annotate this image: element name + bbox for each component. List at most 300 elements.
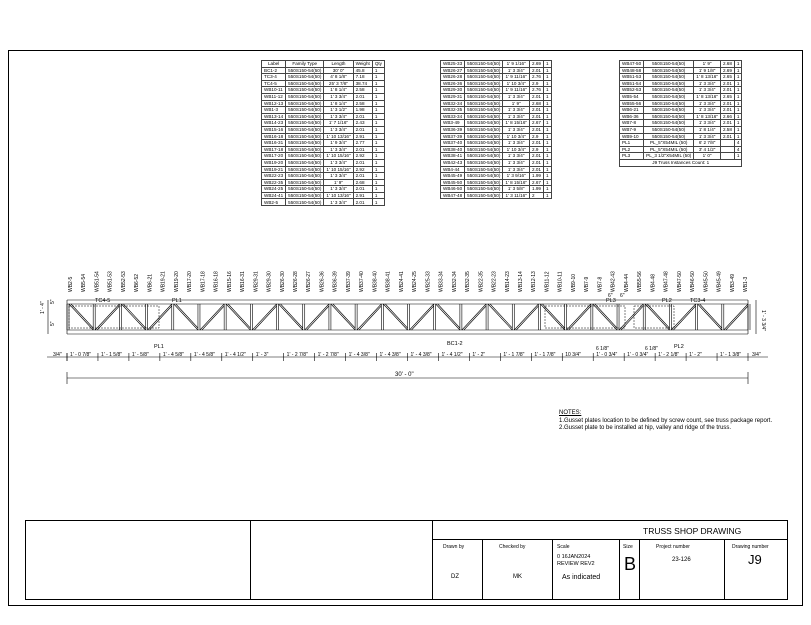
bom-cell: 1 xyxy=(543,173,551,180)
web-label: WB26-30 xyxy=(279,271,286,292)
title-block xyxy=(25,520,788,600)
bom-cell: WB14-23 xyxy=(262,120,286,127)
bom-cell: 550S150-54(50) xyxy=(286,159,324,166)
web-diagonal-edge xyxy=(71,304,93,328)
bom-cell: 550S150-54(50) xyxy=(286,107,324,114)
dimension-segment: 10 3/4" xyxy=(565,352,581,358)
bom-cell: 550S150-54(50) xyxy=(286,74,324,81)
bom-cell: 1 xyxy=(372,186,384,193)
bom-cell: WB42-43 xyxy=(441,159,465,166)
bom-cell: 550S150-54(50) xyxy=(465,140,503,147)
bom-cell: 1 xyxy=(372,140,384,147)
bom-cell: WB22-35 xyxy=(262,179,286,186)
bom-cell: 1' 9 11/16" xyxy=(503,87,530,94)
bom-header-cell: Family Type xyxy=(286,61,324,68)
bom-cell: 550S150-54(50) xyxy=(286,67,324,74)
web-diagonal-edge xyxy=(97,306,119,330)
bom-cell: WB32-35 xyxy=(441,107,465,114)
bom-cell: 1 xyxy=(372,159,384,166)
label-pl3: PL3 xyxy=(606,298,616,304)
bom-cell: 1 xyxy=(734,120,742,127)
bom-cell: WB6-21 xyxy=(620,107,644,114)
bom-cell: 30' 0" xyxy=(324,67,353,74)
drawn-by-cell xyxy=(433,540,483,600)
checked-by-label: Checked by xyxy=(499,544,526,550)
bom-cell: 1 xyxy=(734,113,742,120)
bom-cell: 2.01 xyxy=(720,100,734,107)
web-diagonal xyxy=(488,304,512,330)
bom-cell: 1' 10 13/16" xyxy=(324,192,353,199)
web-label: WB14-23 xyxy=(504,271,511,292)
dimension-segment: 1' - 0 3/4" xyxy=(627,352,649,358)
web-label: WB11-12 xyxy=(544,271,551,292)
web-diagonal xyxy=(200,304,224,330)
web-label: WB17-18 xyxy=(200,271,207,292)
bom-cell: 1 xyxy=(543,126,551,133)
web-diagonal-edge xyxy=(673,306,695,330)
bom-cell: 2.01 xyxy=(530,166,544,173)
bom-cell: 1' 3 3/4" xyxy=(324,199,353,206)
bom-cell: 550S150-54(50) xyxy=(465,133,503,140)
bom-cell: 2.9 xyxy=(530,146,544,153)
note-2: 2.Gusset plate to be installed at hip, valley and ridge of the truss. xyxy=(559,425,732,431)
bom-cell: 1 xyxy=(372,153,384,160)
web-label: WB5-54 xyxy=(81,273,88,292)
bom-cell: 2.68 xyxy=(530,100,544,107)
bom-cell: 1' 10 3/4" xyxy=(503,80,530,87)
web-label: WB32-35 xyxy=(465,271,472,292)
plate-middle xyxy=(545,306,625,328)
bom-cell: 1' 3 3/4" xyxy=(503,140,530,147)
bom-cell: 1' 3 3/4" xyxy=(324,146,353,153)
bom-cell: WB16-31 xyxy=(262,140,286,147)
bom-cell: 550S150-54(50) xyxy=(644,100,694,107)
bom-cell: 550S150-54(50) xyxy=(644,93,694,100)
bom-cell: 2.01 xyxy=(530,126,544,133)
label-pl2-bottom: PL2 xyxy=(674,344,684,350)
web-label: WB38-40 xyxy=(372,271,379,292)
web-label: WB22-35 xyxy=(478,271,485,292)
web-label: WB51-54 xyxy=(94,271,101,292)
bom-cell: 1' 3 3/4" xyxy=(503,93,530,100)
bom-cell: 2.01 xyxy=(353,126,372,133)
bom-cell: 550S150-54(50) xyxy=(644,61,694,68)
size-cell xyxy=(620,540,640,600)
web-diagonal xyxy=(645,304,669,330)
bom-cell: 2.68 xyxy=(353,179,372,186)
bom-cell: 2.01 xyxy=(353,113,372,120)
bom-cell: 2.01 xyxy=(353,146,372,153)
bom-cell: 1' 8 15/16" xyxy=(503,179,530,186)
web-diagonal xyxy=(174,304,198,330)
label-tc3-4: TC3-4 xyxy=(690,298,706,304)
blank-area xyxy=(25,520,433,600)
bom-cell: 1' 3 3/4" xyxy=(324,186,353,193)
web-label: WB24-25 xyxy=(412,271,419,292)
bom-cell: 550S150-54(50) xyxy=(286,133,324,140)
bom-cell: 550S150-54(50) xyxy=(286,120,324,127)
bom-cell: 550S150-54(50) xyxy=(286,113,324,120)
bom-cell: 550S150-54(50) xyxy=(286,173,324,180)
web-label: WB32-34 xyxy=(451,271,458,292)
web-label: WB9-10 xyxy=(570,273,577,292)
web-label: WB36-39 xyxy=(332,271,339,292)
bom-cell: 1' 9" xyxy=(324,179,353,186)
drawing-title: TRUSS SHOP DRAWING xyxy=(643,526,742,536)
bom-cell: 1 xyxy=(372,80,384,87)
bom-cell: 1' 8 15/16" xyxy=(503,120,530,127)
bom-cell: 1' 10 15/16" xyxy=(324,153,353,160)
bom-cell: 1' 8 13/16" xyxy=(694,93,721,100)
bom-cell: WB1-3 xyxy=(262,107,286,114)
bom-cell: 550S150-54(50) xyxy=(286,87,324,94)
web-label: WB47-48 xyxy=(663,271,670,292)
web-label: WB37-39 xyxy=(345,271,352,292)
bom-cell: 3' 4 1/2" xyxy=(694,146,721,153)
web-label: WB16-31 xyxy=(240,271,247,292)
bom-cell: 1 xyxy=(372,93,384,100)
bom-cell: 4 xyxy=(734,140,742,147)
bom-cell: 1 xyxy=(372,126,384,133)
bom-cell: 550S150-54(50) xyxy=(465,153,503,160)
notes-block xyxy=(559,410,772,433)
dimension-segment: 3/4" xyxy=(752,352,761,358)
web-label: WB24-41 xyxy=(398,271,405,292)
bom-cell: 1 xyxy=(734,61,742,68)
bom-cell: PL_5"X54MIL (50) xyxy=(644,140,694,147)
web-label: WB55-56 xyxy=(637,271,644,292)
bom-cell: 2.92 xyxy=(353,153,372,160)
bom-cell: 2.67 xyxy=(530,120,544,127)
bom-cell: 1' 3 3/4" xyxy=(324,173,353,180)
bom-cell: 1 xyxy=(543,179,551,186)
bom-cell: 2.01 xyxy=(530,107,544,114)
bom-cell: 1 xyxy=(372,74,384,81)
bom-cell: 1' 3 3/4" xyxy=(324,126,353,133)
bom-cell: 2.01 xyxy=(530,93,544,100)
bom-cell: 550S150-54(50) xyxy=(644,113,694,120)
dimension-segment: 1' - 4 3/8" xyxy=(348,352,370,358)
bom-cell: WB22-23 xyxy=(262,173,286,180)
bom-cell: WB26-36 xyxy=(441,80,465,87)
web-label: WB4-44 xyxy=(623,273,630,292)
bom-cell: 2.01 xyxy=(353,159,372,166)
bom-cell: WB33-34 xyxy=(441,113,465,120)
bom-cell: 1' 3 3/4" xyxy=(694,120,721,127)
web-diagonal-edge xyxy=(595,304,617,328)
bom-cell: WB48-58 xyxy=(620,67,644,74)
drawing-number-label: Drawing number xyxy=(732,544,769,550)
dimension-segment: 1' - 3" xyxy=(255,352,269,358)
dimension-segment: 1' - 2" xyxy=(689,352,702,358)
bom-cell: WB15-16 xyxy=(262,126,286,133)
web-diagonal-edge xyxy=(333,304,355,328)
bom-cell: 550S150-54(50) xyxy=(465,120,503,127)
drawn-by-value: DZ xyxy=(451,574,459,580)
web-label: WB16-18 xyxy=(213,271,220,292)
dimension-segment: 1' - 4 3/8" xyxy=(410,352,432,358)
scale-value: As indicated xyxy=(562,574,601,581)
bom-cell: WB24-41 xyxy=(262,192,286,199)
bom-cell: 2.01 xyxy=(720,120,734,127)
bom-cell: 1' 3 3/4" xyxy=(503,159,530,166)
bom-cell: 2.68 xyxy=(720,61,734,68)
web-diagonal xyxy=(279,304,303,330)
web-diagonal-edge xyxy=(726,306,748,330)
bom-cell: 550S150-54(50) xyxy=(286,166,324,173)
bom-cell: 1' 3 3/4" xyxy=(503,67,530,74)
bom-cell: 550S150-54(50) xyxy=(465,126,503,133)
bom-cell: 550S150-54(50) xyxy=(644,67,694,74)
bom-cell: 550S150-54(50) xyxy=(286,199,324,206)
bom-cell: 2.92 xyxy=(353,166,372,173)
bom-cell: 1 xyxy=(543,120,551,127)
bom-cell: 1 xyxy=(734,133,742,140)
bom-cell: 1.98 xyxy=(353,107,372,114)
bom-cell: 550S150-54(50) xyxy=(465,173,503,180)
web-diagonal-edge xyxy=(385,304,407,328)
bom-cell: 1 xyxy=(734,80,742,87)
bom-cell: 2.43 xyxy=(353,120,372,127)
bom-cell: 1' 9 3/4" xyxy=(324,140,353,147)
dimension-segment: 1' - 4 5/8" xyxy=(193,352,215,358)
bom-cell: 1 xyxy=(543,192,551,199)
web-diagonal-edge xyxy=(176,304,198,328)
dimension-segment: 1' - 4 1/2" xyxy=(224,352,246,358)
bom-cell: 1' 9 1/8" xyxy=(694,67,721,74)
bom-cell: 550S150-54(50) xyxy=(465,67,503,74)
drawing-number-cell xyxy=(725,540,788,600)
bom-cell: 1' 8 1/4" xyxy=(324,100,353,107)
bom-cell: 1' 9" xyxy=(694,61,721,68)
web-label: WB10-11 xyxy=(557,271,564,292)
bom-cell: 1' 3 3/4" xyxy=(694,107,721,114)
bom-cell: 550S150-54(50) xyxy=(286,146,324,153)
bom-cell: 1 xyxy=(372,107,384,114)
bom-cell: 1' 3 3/4" xyxy=(503,107,530,114)
bom-cell: PL2 xyxy=(620,146,644,153)
bom-cell: 1 xyxy=(543,186,551,193)
web-diagonal xyxy=(383,304,407,330)
bom-cell: 1 xyxy=(543,146,551,153)
bom-cell: 1' 3 3/4" xyxy=(503,166,530,173)
web-label: WB15-16 xyxy=(226,271,233,292)
bom-cell: 1' 8 13/16" xyxy=(694,113,721,120)
web-label: WB7-9 xyxy=(584,276,591,292)
bom-cell: 550S150-54(50) xyxy=(465,100,503,107)
project-number-value: 23-126 xyxy=(672,557,691,563)
bom-cell: 550S150-54(50) xyxy=(465,146,503,153)
bom-cell: WB46-50 xyxy=(441,186,465,193)
web-diagonal xyxy=(410,304,434,330)
bom-cell: 4 xyxy=(734,146,742,153)
bom-cell: WB17-20 xyxy=(262,153,286,160)
size-value: B xyxy=(624,554,637,574)
bom-cell: 2.77 xyxy=(353,140,372,147)
bom-cell: 2.01 xyxy=(353,186,372,193)
bom-cell: 1' 3 5/8" xyxy=(503,186,530,193)
bom-cell: 1 xyxy=(543,133,551,140)
checked-by-cell xyxy=(483,540,553,600)
bom-cell: 2.01 xyxy=(720,133,734,140)
bom-cell: 1 xyxy=(543,100,551,107)
web-diagonal-edge xyxy=(490,304,512,328)
label-pl2-top: PL2 xyxy=(662,298,672,304)
bom-cell: 2.01 xyxy=(530,67,544,74)
bom-cell: 550S150-54(50) xyxy=(286,186,324,193)
bom-cell: 1' 9 11/16" xyxy=(503,74,530,81)
project-number-cell xyxy=(640,540,725,600)
title-cell xyxy=(433,520,788,540)
bom-cell: 1' 3 3/4" xyxy=(694,100,721,107)
bom-cell: WB38-41 xyxy=(441,153,465,160)
bom-cell: 1 xyxy=(372,199,384,206)
size-label: Size xyxy=(623,544,633,550)
bom-cell: 2.91 xyxy=(353,192,372,199)
bom-cell: 550S150-54(50) xyxy=(465,93,503,100)
bom-cell: 2.66 xyxy=(720,113,734,120)
instance-count: J9 Truss Instances Count: 1 xyxy=(620,159,742,166)
bom-cell: 2.9 xyxy=(530,80,544,87)
web-label: WB19-21 xyxy=(160,271,167,292)
bom-cell: PL3 xyxy=(620,153,644,160)
web-diagonal xyxy=(593,304,617,330)
bom-cell: 1' 9" xyxy=(503,100,530,107)
bom-cell: 1 xyxy=(543,67,551,74)
bom-cell: 1' 3 3/4" xyxy=(503,126,530,133)
bom-cell: 1 xyxy=(543,74,551,81)
web-label: WB45-50 xyxy=(703,271,710,292)
bom-cell: 2.01 xyxy=(353,199,372,206)
dimension-segment: 1' - 4 1/2" xyxy=(441,352,463,358)
label-tc4-5: TC4-5 xyxy=(95,298,111,304)
web-label: WB26-36 xyxy=(319,271,326,292)
bom-cell: 6' 2 7/8" xyxy=(694,140,721,147)
bom-cell: 1 xyxy=(372,133,384,140)
bom-cell: 1' 10 15/16" xyxy=(324,166,353,173)
bom-cell: 550S150-54(50) xyxy=(465,80,503,87)
bom-cell: 7.18 xyxy=(353,74,372,81)
web-label: WB19-20 xyxy=(173,271,180,292)
web-label: WB26-27 xyxy=(306,271,313,292)
bom-cell: 1 xyxy=(543,87,551,94)
plate-dim-right: 6 1/8" xyxy=(645,346,658,352)
web-diagonal-edge xyxy=(150,306,172,330)
bom-cell: WB38-40 xyxy=(441,146,465,153)
web-diagonal xyxy=(95,304,119,330)
web-diagonal xyxy=(357,304,381,330)
bom-cell: 1' 9 1/16" xyxy=(503,61,530,68)
overall-dimension: 30' - 0" xyxy=(395,372,414,378)
bom-cell: 1' 3 3/4" xyxy=(694,87,721,94)
web-label: WB6-21 xyxy=(147,273,154,292)
bom-cell: WB26-28 xyxy=(441,74,465,81)
bom-cell: WB17-18 xyxy=(262,146,286,153)
web-label: WB12-13 xyxy=(531,271,538,292)
bom-cell: 1 xyxy=(372,113,384,120)
bom-cell: 2.9 xyxy=(530,133,544,140)
note-1: 1.Gusset plates location to be defined by screw count, see truss package report. xyxy=(559,417,773,424)
bom-cell: 2.69 xyxy=(720,67,734,74)
web-diagonal-edge xyxy=(647,304,669,328)
bom-cell: PL_5"X54MIL (50) xyxy=(644,146,694,153)
bom-cell: 1' 3 3/4" xyxy=(324,113,353,120)
bom-cell: WB12-13 xyxy=(262,100,286,107)
bom-cell: 550S150-54(50) xyxy=(465,192,503,199)
bom-cell: 1' 3 11/16" xyxy=(503,192,530,199)
small-dim-2: 6" xyxy=(620,293,625,299)
bom-cell: PL_3 1/2"X54MIL (50) xyxy=(644,153,694,160)
web-label: WB45-49 xyxy=(716,271,723,292)
bom-cell: 1' 10 3/4" xyxy=(503,146,530,153)
left-height-main: 1' - 4" xyxy=(40,301,46,314)
bom-cell: 1 xyxy=(372,120,384,127)
bom-cell: 1' 10 13/16" xyxy=(324,133,353,140)
bom-cell: WB51-54 xyxy=(620,80,644,87)
bom-cell: 1 xyxy=(543,93,551,100)
bom-cell: 2.01 xyxy=(530,159,544,166)
bom-cell: 550S150-54(50) xyxy=(465,186,503,193)
bom-cell: WB7-9 xyxy=(620,126,644,133)
bom-cell: 1.99 xyxy=(530,173,544,180)
web-diagonal xyxy=(331,304,355,330)
web-diagonal xyxy=(252,304,276,330)
web-label: WB47-50 xyxy=(676,271,683,292)
web-label: WB29-31 xyxy=(253,271,260,292)
bom-cell: 2.01 xyxy=(530,113,544,120)
web-label: WB46-50 xyxy=(690,271,697,292)
web-label: WB22-23 xyxy=(491,271,498,292)
bom-cell: 1 xyxy=(372,192,384,199)
bom-cell: WB10-11 xyxy=(262,87,286,94)
bom-cell: 550S150-54(50) xyxy=(286,140,324,147)
web-label: WB37-40 xyxy=(359,271,366,292)
small-dim-1: 6" xyxy=(608,293,613,299)
bom-cell: 1' 8 13/16" xyxy=(694,74,721,81)
web-diagonal xyxy=(148,304,172,330)
plate-dim-left: 6 1/8" xyxy=(596,346,609,352)
bom-cell: 2.01 xyxy=(353,93,372,100)
bom-cell: 25' 3 7/8" xyxy=(324,80,353,87)
bom-cell: 550S150-54(50) xyxy=(286,100,324,107)
web-label: WB1-3 xyxy=(743,276,749,292)
bom-cell: WB5-54 xyxy=(620,93,644,100)
web-diagonal-edge xyxy=(202,306,224,330)
bom-cell: 550S150-54(50) xyxy=(644,87,694,94)
dimension-segment: 1' - 0 3/4" xyxy=(596,352,618,358)
bom-cell: 2.58 xyxy=(353,100,372,107)
bom-cell: 550S150-54(50) xyxy=(465,113,503,120)
left-height-bottom: 5" xyxy=(50,321,56,326)
bom-cell: 1' 3 3/4" xyxy=(324,93,353,100)
bom-cell: 1 xyxy=(734,153,742,160)
bom-cell: WB24-25 xyxy=(262,186,286,193)
label-pl1-top: PL1 xyxy=(172,298,182,304)
bom-cell: 550S150-54(50) xyxy=(286,126,324,133)
web-label: WB3-49 xyxy=(729,273,736,292)
bom-cell: WB26-27 xyxy=(441,67,465,74)
drawn-by-label: Drawn by xyxy=(443,544,465,550)
bom-cell: 2.58 xyxy=(353,87,372,94)
bom-cell: 2.76 xyxy=(530,74,544,81)
right-height: 1' - 3 3/4" xyxy=(760,310,766,332)
bom-cell: TC4-5 xyxy=(262,80,286,87)
web-diagonal xyxy=(514,304,538,330)
web-label: WB17-20 xyxy=(187,271,194,292)
bom-cell: 550S150-54(50) xyxy=(286,153,324,160)
project-number-label: Project number xyxy=(656,544,690,550)
web-diagonal xyxy=(462,304,486,330)
